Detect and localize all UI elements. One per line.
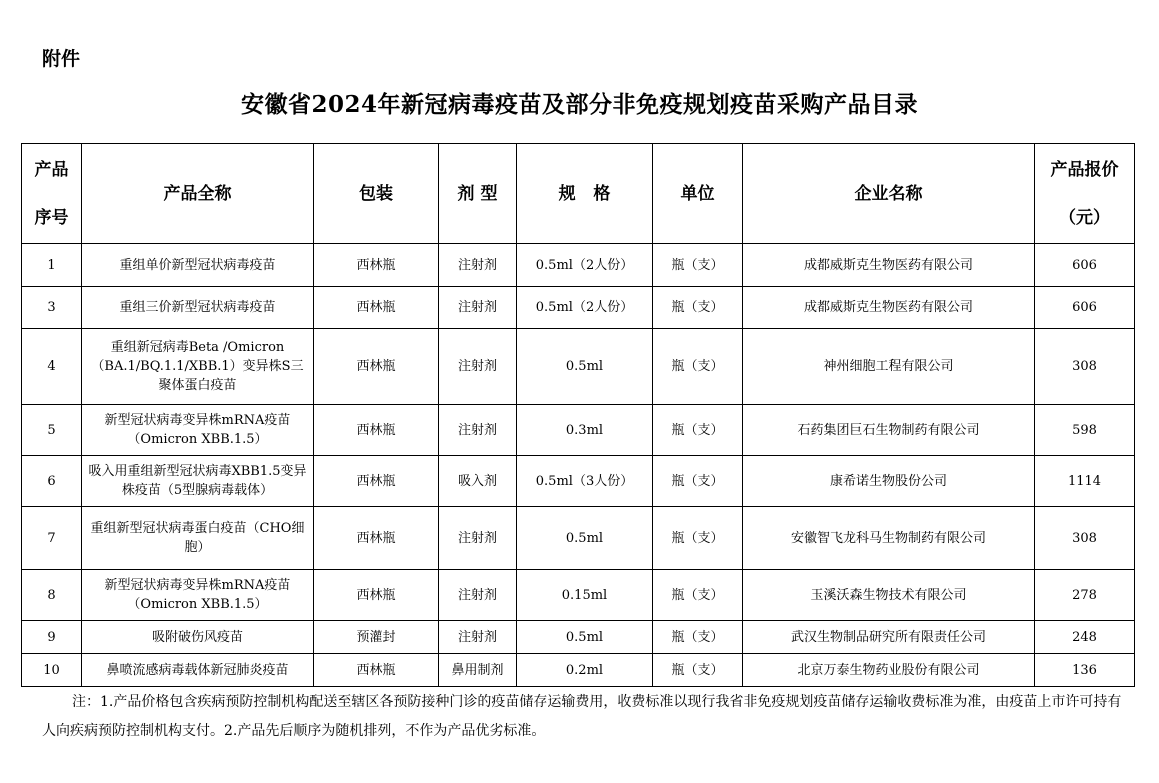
cell-package: 西林瓶 bbox=[314, 507, 439, 570]
cell-company: 玉溪沃森生物技术有限公司 bbox=[743, 570, 1035, 621]
cell-name: 重组新冠病毒Beta /Omicron（BA.1/BQ.1.1/XBB.1）变异株S三聚体蛋白疫苗 bbox=[82, 329, 314, 405]
header-company: 企业名称 bbox=[743, 144, 1035, 244]
cell-company: 武汉生物制品研究所有限责任公司 bbox=[743, 621, 1035, 654]
cell-unit: 瓶（支） bbox=[653, 244, 743, 287]
cell-unit: 瓶（支） bbox=[653, 456, 743, 507]
cell-form: 吸入剂 bbox=[439, 456, 517, 507]
cell-spec: 0.15ml bbox=[517, 570, 653, 621]
cell-package: 西林瓶 bbox=[314, 287, 439, 329]
cell-price: 248 bbox=[1035, 621, 1135, 654]
cell-price: 136 bbox=[1035, 654, 1135, 687]
cell-company: 康希诺生物股份公司 bbox=[743, 456, 1035, 507]
cell-company: 石药集团巨石生物制药有限公司 bbox=[743, 405, 1035, 456]
cell-form: 注射剂 bbox=[439, 507, 517, 570]
header-price-line2: （元） bbox=[1059, 207, 1110, 228]
cell-unit: 瓶（支） bbox=[653, 570, 743, 621]
header-unit: 单位 bbox=[653, 144, 743, 244]
cell-seq: 9 bbox=[22, 621, 82, 654]
cell-company: 神州细胞工程有限公司 bbox=[743, 329, 1035, 405]
header-form: 剂 型 bbox=[439, 144, 517, 244]
cell-package: 西林瓶 bbox=[314, 570, 439, 621]
cell-form: 注射剂 bbox=[439, 244, 517, 287]
cell-name: 重组新型冠状病毒蛋白疫苗（CHO细胞） bbox=[82, 507, 314, 570]
cell-package: 西林瓶 bbox=[314, 654, 439, 687]
cell-spec: 0.5ml bbox=[517, 621, 653, 654]
cell-unit: 瓶（支） bbox=[653, 654, 743, 687]
cell-name: 吸附破伤风疫苗 bbox=[82, 621, 314, 654]
cell-name: 重组三价新型冠状病毒疫苗 bbox=[82, 287, 314, 329]
cell-seq: 10 bbox=[22, 654, 82, 687]
cell-name: 吸入用重组新型冠状病毒XBB1.5变异株疫苗（5型腺病毒载体） bbox=[82, 456, 314, 507]
cell-seq: 7 bbox=[22, 507, 82, 570]
cell-form: 注射剂 bbox=[439, 329, 517, 405]
cell-package: 西林瓶 bbox=[314, 456, 439, 507]
table-row bbox=[22, 507, 1135, 570]
cell-seq: 5 bbox=[22, 405, 82, 456]
table-row bbox=[22, 456, 1135, 507]
attachment-label: 附件 bbox=[42, 48, 81, 70]
header-seq-line2: 序号 bbox=[34, 207, 69, 228]
table-row bbox=[22, 329, 1135, 405]
table-header-row bbox=[22, 144, 1135, 244]
cell-company: 成都威斯克生物医药有限公司 bbox=[743, 287, 1035, 329]
cell-form: 注射剂 bbox=[439, 621, 517, 654]
cell-form: 注射剂 bbox=[439, 405, 517, 456]
cell-package: 西林瓶 bbox=[314, 244, 439, 287]
header-package: 包装 bbox=[314, 144, 439, 244]
cell-price: 308 bbox=[1035, 507, 1135, 570]
cell-company: 北京万泰生物药业股份有限公司 bbox=[743, 654, 1035, 687]
header-name: 产品全称 bbox=[82, 144, 314, 244]
cell-seq: 3 bbox=[22, 287, 82, 329]
cell-spec: 0.5ml（3人份） bbox=[517, 456, 653, 507]
cell-package: 西林瓶 bbox=[314, 405, 439, 456]
table-row bbox=[22, 287, 1135, 329]
cell-company: 安徽智飞龙科马生物制药有限公司 bbox=[743, 507, 1035, 570]
header-seq bbox=[22, 144, 82, 244]
cell-name: 鼻喷流感病毒载体新冠肺炎疫苗 bbox=[82, 654, 314, 687]
table-row bbox=[22, 654, 1135, 687]
document-title: 安徽省2024年新冠病毒疫苗及部分非免疫规划疫苗采购产品目录 bbox=[240, 91, 918, 118]
cell-spec: 0.5ml（2人份） bbox=[517, 244, 653, 287]
cell-name: 新型冠状病毒变异株mRNA疫苗（Omicron XBB.1.5） bbox=[82, 570, 314, 621]
cell-seq: 6 bbox=[22, 456, 82, 507]
cell-seq: 8 bbox=[22, 570, 82, 621]
cell-spec: 0.2ml bbox=[517, 654, 653, 687]
cell-spec: 0.3ml bbox=[517, 405, 653, 456]
cell-price: 598 bbox=[1035, 405, 1135, 456]
cell-unit: 瓶（支） bbox=[653, 507, 743, 570]
cell-price: 1114 bbox=[1035, 456, 1135, 507]
table-notes: 注：1.产品价格包含疾病预防控制机构配送至辖区各预防接种门诊的疫苗储存运输费用，收费标准以现行我省非免疫规划疫苗储存运输收费标准为准，由疫苗上市许可持有人向疾病预防控制机构支付。2.产品先后顺序为随机排列，不作为产品优劣标准。 bbox=[42, 694, 1122, 739]
cell-unit: 瓶（支） bbox=[653, 405, 743, 456]
cell-unit: 瓶（支） bbox=[653, 329, 743, 405]
header-price bbox=[1035, 144, 1135, 244]
table-row bbox=[22, 244, 1135, 287]
cell-spec: 0.5ml bbox=[517, 507, 653, 570]
cell-price: 606 bbox=[1035, 287, 1135, 329]
cell-spec: 0.5ml（2人份） bbox=[517, 287, 653, 329]
header-price-line1: 产品报价 bbox=[1050, 159, 1119, 180]
cell-price: 606 bbox=[1035, 244, 1135, 287]
cell-seq: 4 bbox=[22, 329, 82, 405]
vaccine-catalog-table bbox=[21, 143, 1135, 687]
header-seq-line1: 产品 bbox=[34, 159, 69, 180]
cell-unit: 瓶（支） bbox=[653, 287, 743, 329]
cell-spec: 0.5ml bbox=[517, 329, 653, 405]
cell-company: 成都威斯克生物医药有限公司 bbox=[743, 244, 1035, 287]
table-row bbox=[22, 570, 1135, 621]
cell-seq: 1 bbox=[22, 244, 82, 287]
cell-package: 西林瓶 bbox=[314, 329, 439, 405]
cell-form: 鼻用制剂 bbox=[439, 654, 517, 687]
cell-form: 注射剂 bbox=[439, 287, 517, 329]
cell-name: 新型冠状病毒变异株mRNA疫苗（Omicron XBB.1.5） bbox=[82, 405, 314, 456]
cell-package: 预灌封 bbox=[314, 621, 439, 654]
table-row bbox=[22, 621, 1135, 654]
cell-name: 重组单价新型冠状病毒疫苗 bbox=[82, 244, 314, 287]
cell-unit: 瓶（支） bbox=[653, 621, 743, 654]
cell-price: 278 bbox=[1035, 570, 1135, 621]
cell-price: 308 bbox=[1035, 329, 1135, 405]
cell-form: 注射剂 bbox=[439, 570, 517, 621]
table-row bbox=[22, 405, 1135, 456]
header-spec: 规 格 bbox=[517, 144, 653, 244]
